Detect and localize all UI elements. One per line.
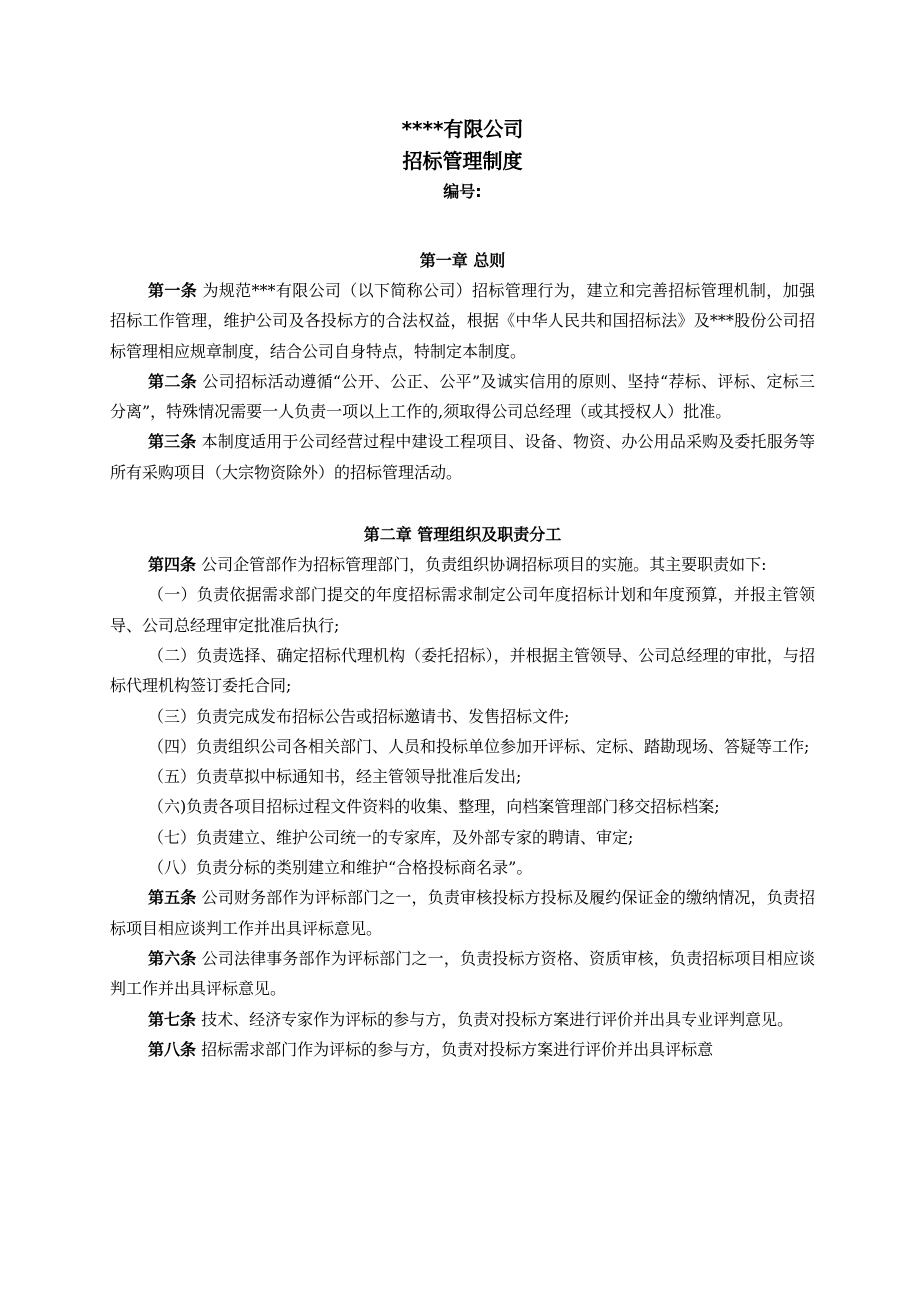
article-label: 第一条 <box>148 281 198 300</box>
article-text: 为规范***有限公司（以下简称公司）招标管理行为，建立和完善招标管理机制，加强招标工作管理，维护公司及各投标方的合法权益，根据《中华人民共和国招标法》及***股份公司招标管理相应规章制度，结合公司自身特点，特制定本制度。 <box>110 281 815 361</box>
article-label: 第七条 <box>148 1009 197 1029</box>
article-label: 第二条 <box>148 371 197 391</box>
article-text: 招标需求部门作为评标的参与方，负责对投标方案进行评价并出具评标意 <box>201 1039 714 1059</box>
article <box>110 944 815 1005</box>
list-item: （一）负责依据需求部门提交的年度招标需求制定公司年度招标计划和年度预算，并报主管领导、公司总经理审定批准后执行; <box>110 585 815 635</box>
article-text: 公司企管部作为招标管理部门，负责组织协调招标项目的实施。其主要职责如下: <box>201 555 767 575</box>
company-name: ****有限公司 <box>401 117 524 141</box>
list-item: （六)负责各项目招标过程文件资料的收集、整理，向档案管理部门移交招标档案; <box>148 797 720 817</box>
article <box>110 367 815 428</box>
list-item: （七）负责建立、维护公司统一的专家库，及外部专家的聘请、审定; <box>148 827 634 847</box>
article <box>110 883 815 944</box>
chapter-title: 第二章 管理组织及职责分工 <box>363 525 562 545</box>
article-text: 公司法律事务部作为评标部门之一，负责投标方资格、资质审核，负责招标项目相应谈判工作并出具评标意见。 <box>110 948 815 999</box>
article-label: 第五条 <box>148 888 197 908</box>
article <box>110 1005 815 1035</box>
article-text: 本制度适用于公司经营过程中建设工程项目、设备、物资、办公用品采购及委托服务等所有采购项目（大宗物资除外）的招标管理活动。 <box>110 432 815 482</box>
article-text: 公司招标活动遵循“公开、公正、公平”及诚实信用的原则、坚持“荐标、评标、定标三分离”，特殊情况需要一人负责一项以上工作的,须取得公司总经理（或其授权人）批准。 <box>110 371 815 422</box>
article-text: 技术、经济专家作为评标的参与方，负责对投标方案进行评价并出具专业评判意见。 <box>201 1009 794 1029</box>
article <box>110 550 815 580</box>
chapter-title: 第一章 总则 <box>419 251 506 270</box>
article-label: 第三条 <box>148 432 197 452</box>
article-label: 第八条 <box>148 1039 197 1059</box>
list-item: （二）负责选择、确定招标代理机构（委托招标），并根据主管领导、公司总经理的审批，与招标代理机构签订委托合同; <box>110 645 815 696</box>
document-page <box>110 110 815 1065</box>
document-title: 招标管理制度 <box>402 149 523 173</box>
document-number-label: 编号: <box>443 182 482 201</box>
article-text: 公司财务部作为评标部门之一，负责审核投标方投标及履约保证金的缴纳情况，负责招标项目相应谈判工作并出具评标意见。 <box>110 888 815 938</box>
article <box>110 276 815 367</box>
article-label: 第四条 <box>148 555 197 575</box>
list-item: （八）负责分标的类别建立和维护“合格投标商名录”。 <box>148 858 533 878</box>
article <box>110 427 815 488</box>
article <box>110 1035 815 1065</box>
article-label: 第六条 <box>148 948 197 968</box>
list-item: （五）负责草拟中标通知书，经主管领导批准后发出; <box>148 767 522 787</box>
list-item: （四）负责组织公司各相关部门、人员和投标单位参加开评标、定标、踏勘现场、答疑等工作; <box>148 736 810 756</box>
list-item: （三）负责完成发布招标公告或招标邀请书、发售招标文件; <box>148 706 570 726</box>
